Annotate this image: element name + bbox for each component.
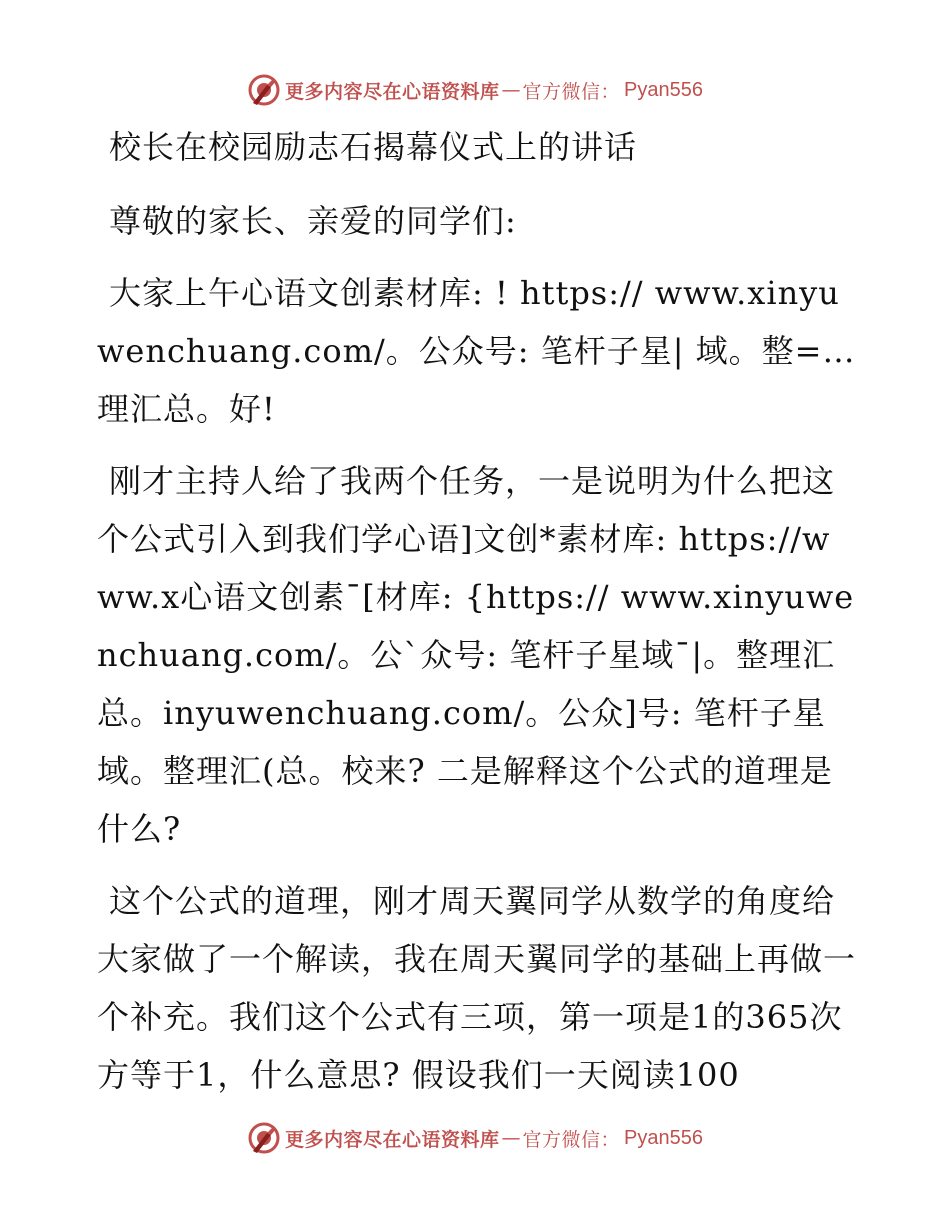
banner-official-label: 官方微信：	[522, 1128, 621, 1151]
document-title: 校长在校园励志石揭幕仪式上的讲话	[109, 128, 638, 166]
greeting: 尊敬的家长、亲爱的同学们:	[109, 202, 517, 240]
banner-slogan: 更多内容尽在心语资料库	[285, 80, 500, 103]
banner-wechat-id: Pyan556	[624, 1126, 703, 1149]
banner-wechat-id: Pyan556	[624, 78, 703, 101]
paragraph: 刚才主持人给了我两个任务，一是说明为什么把这个公式引入到我们学心语]文创*素材库: https://www.x心语文创素¯[材库: {https:// www.xinyuwenchuang.com/。公`众号: 笔杆子星域¯|。整理汇总。inyuwenchuang.com/。公众]号: 笔杆子星域。整理汇(总。校来? 二是解释这个公式的道理是什么?	[97, 462, 855, 848]
banner-official-label: 官方微信：	[522, 80, 621, 103]
paragraph: 这个公式的道理，刚才周天翼同学从数学的角度给大家做了一个解读，我在周天翼同学的基础上再做一个补充。我们这个公式有三项，第一项是1的365次方等于1，什么意思? 假设我们一天阅读100	[97, 882, 857, 1094]
footer-banner	[0, 1118, 950, 1158]
header-banner	[0, 70, 950, 110]
banner-dash: —	[501, 79, 521, 101]
document-body	[97, 118, 857, 1118]
pen-circle-logo-icon	[247, 1121, 281, 1155]
banner-dash: —	[501, 1127, 521, 1149]
banner-slogan: 更多内容尽在心语资料库	[285, 1128, 500, 1151]
paragraph: 大家上午心语文创素材库: ! https:// www.xinyuwenchuang.com/。公众号: 笔杆子星| 域。整=…理汇总。好!	[97, 274, 856, 428]
pen-circle-logo-icon	[247, 73, 281, 107]
